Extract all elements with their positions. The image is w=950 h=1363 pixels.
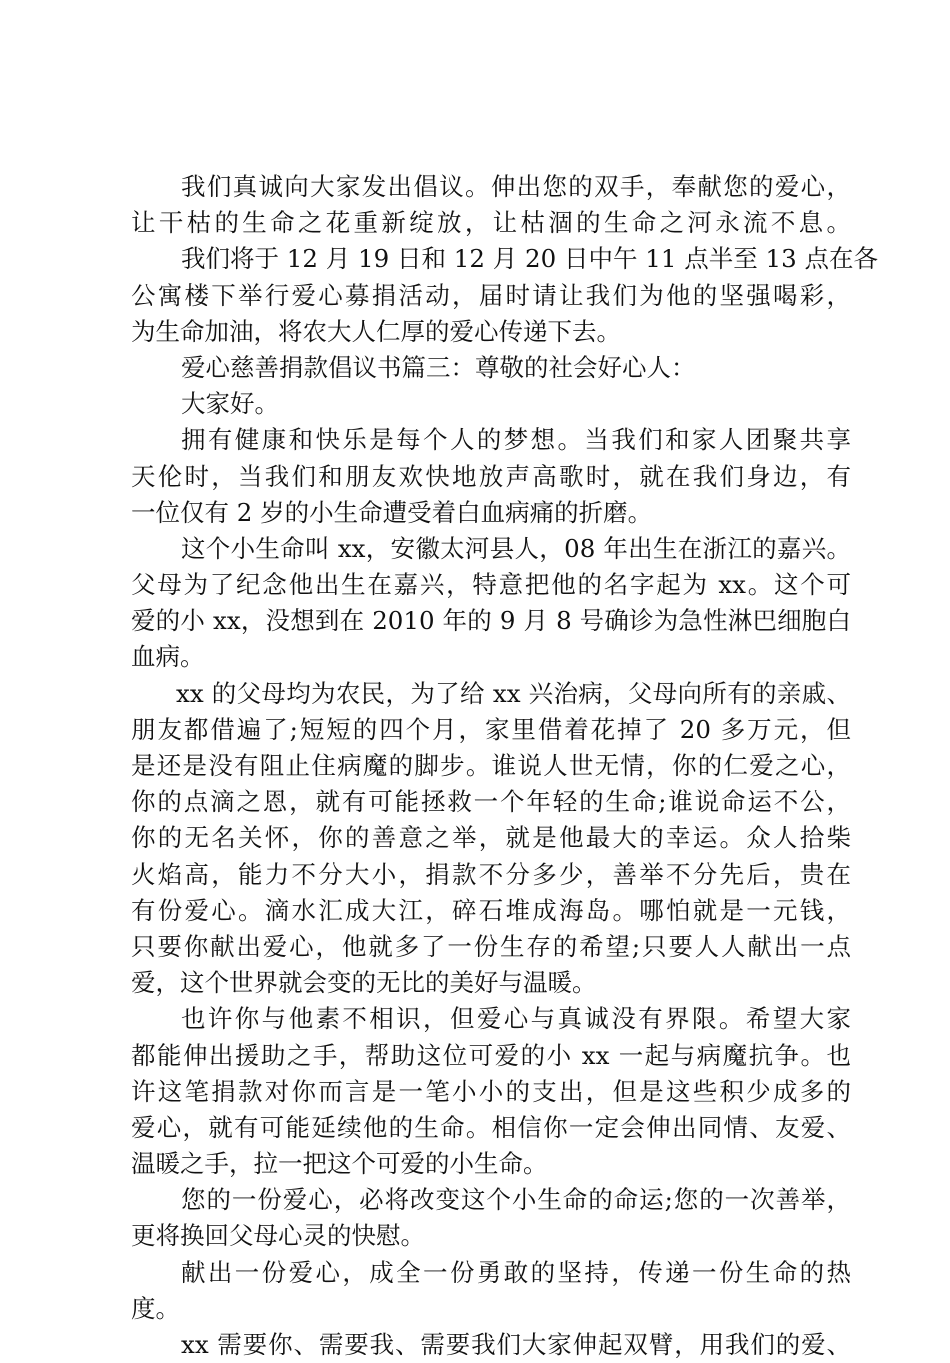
text-line: 你的点滴之恩，就有可能拯救一个年轻的生命;谁说命运不公， bbox=[131, 787, 851, 817]
document-body bbox=[131, 169, 879, 1363]
text-line: xx 需要你、需要我、需要我们大家伸起双臂，用我们的爱、 bbox=[181, 1330, 851, 1359]
text-line: 这个小生命叫 xx，安徽太河县人，08 年出生在浙江的嘉兴。 bbox=[181, 533, 851, 563]
text-line: 血病。 bbox=[131, 642, 205, 672]
text-line: 一位仅有 2 岁的小生命遭受着白血病痛的折磨。 bbox=[131, 497, 653, 527]
text-line: 让干枯的生命之花重新绽放，让枯涸的生命之河永流不息。 bbox=[131, 208, 851, 238]
text-line: 您的一份爱心，必将改变这个小生命的命运;您的一次善举， bbox=[181, 1185, 851, 1215]
text-line: 只要你献出爱心，他就多了一份生存的希望;只要人人献出一点 bbox=[131, 931, 851, 961]
text-line: 爱心慈善捐款倡议书篇三：尊敬的社会好心人： bbox=[181, 352, 696, 382]
text-line: 火焰高，能力不分大小，捐款不分多少，善举不分先后，贵在 bbox=[131, 859, 851, 889]
text-line: 更将换回父母心灵的快慰。 bbox=[131, 1221, 425, 1251]
text-line: 大家好。 bbox=[181, 389, 279, 419]
text-line: 献出一份爱心，成全一份勇敢的坚持，传递一份生命的热 bbox=[181, 1257, 851, 1287]
text-line: 许这笔捐款对你而言是一笔小小的支出，但是这些积少成多的 bbox=[131, 1076, 851, 1106]
text-line: 都能伸出援助之手，帮助这位可爱的小 xx 一起与病魔抗争。也 bbox=[131, 1040, 851, 1070]
text-line: 父母为了纪念他出生在嘉兴，特意把他的名字起为 xx。这个可 bbox=[131, 570, 851, 600]
text-line: 为生命加油，将农大人仁厚的爱心传递下去。 bbox=[131, 316, 621, 346]
text-line: 也许你与他素不相识，但爱心与真诚没有界限。希望大家 bbox=[181, 1004, 851, 1034]
text-line: 度。 bbox=[131, 1293, 180, 1323]
text-line: 爱心，就有可能延续他的生命。相信你一定会伸出同情、友爱、 bbox=[131, 1112, 851, 1142]
text-line: 爱，这个世界就会变的无比的美好与温暖。 bbox=[131, 968, 597, 998]
text-line: 我们将于 12 月 19 日和 12 月 20 日中午 11 点半至 13 点在各 bbox=[181, 244, 879, 274]
text-line: xx 的父母均为农民，为了给 xx 兴治病，父母向所有的亲戚、 bbox=[176, 678, 851, 708]
text-line: 温暖之手，拉一把这个可爱的小生命。 bbox=[131, 1149, 548, 1179]
text-line: 我们真诚向大家发出倡议。伸出您的双手，奉献您的爱心， bbox=[181, 172, 851, 201]
text-line: 朋友都借遍了;短短的四个月，家里借着花掉了 20 多万元，但 bbox=[131, 714, 851, 744]
text-line: 拥有健康和快乐是每个人的梦想。当我们和家人团聚共享 bbox=[181, 425, 851, 455]
text-line: 天伦时，当我们和朋友欢快地放声高歌时，就在我们身边，有 bbox=[131, 461, 851, 491]
text-line: 你的无名关怀，你的善意之举，就是他最大的幸运。众人拾柴 bbox=[131, 823, 851, 853]
text-line: 有份爱心。滴水汇成大江，碎石堆成海岛。哪怕就是一元钱， bbox=[131, 895, 851, 925]
text-line: 公寓楼下举行爱心募捐活动，届时请让我们为他的坚强喝彩， bbox=[131, 280, 851, 310]
text-line: 是还是没有阻止住病魔的脚步。谁说人世无情，你的仁爱之心， bbox=[131, 751, 851, 780]
text-line: 爱的小 xx，没想到在 2010 年的 9 月 8 号确诊为急性淋巴细胞白 bbox=[131, 606, 851, 636]
